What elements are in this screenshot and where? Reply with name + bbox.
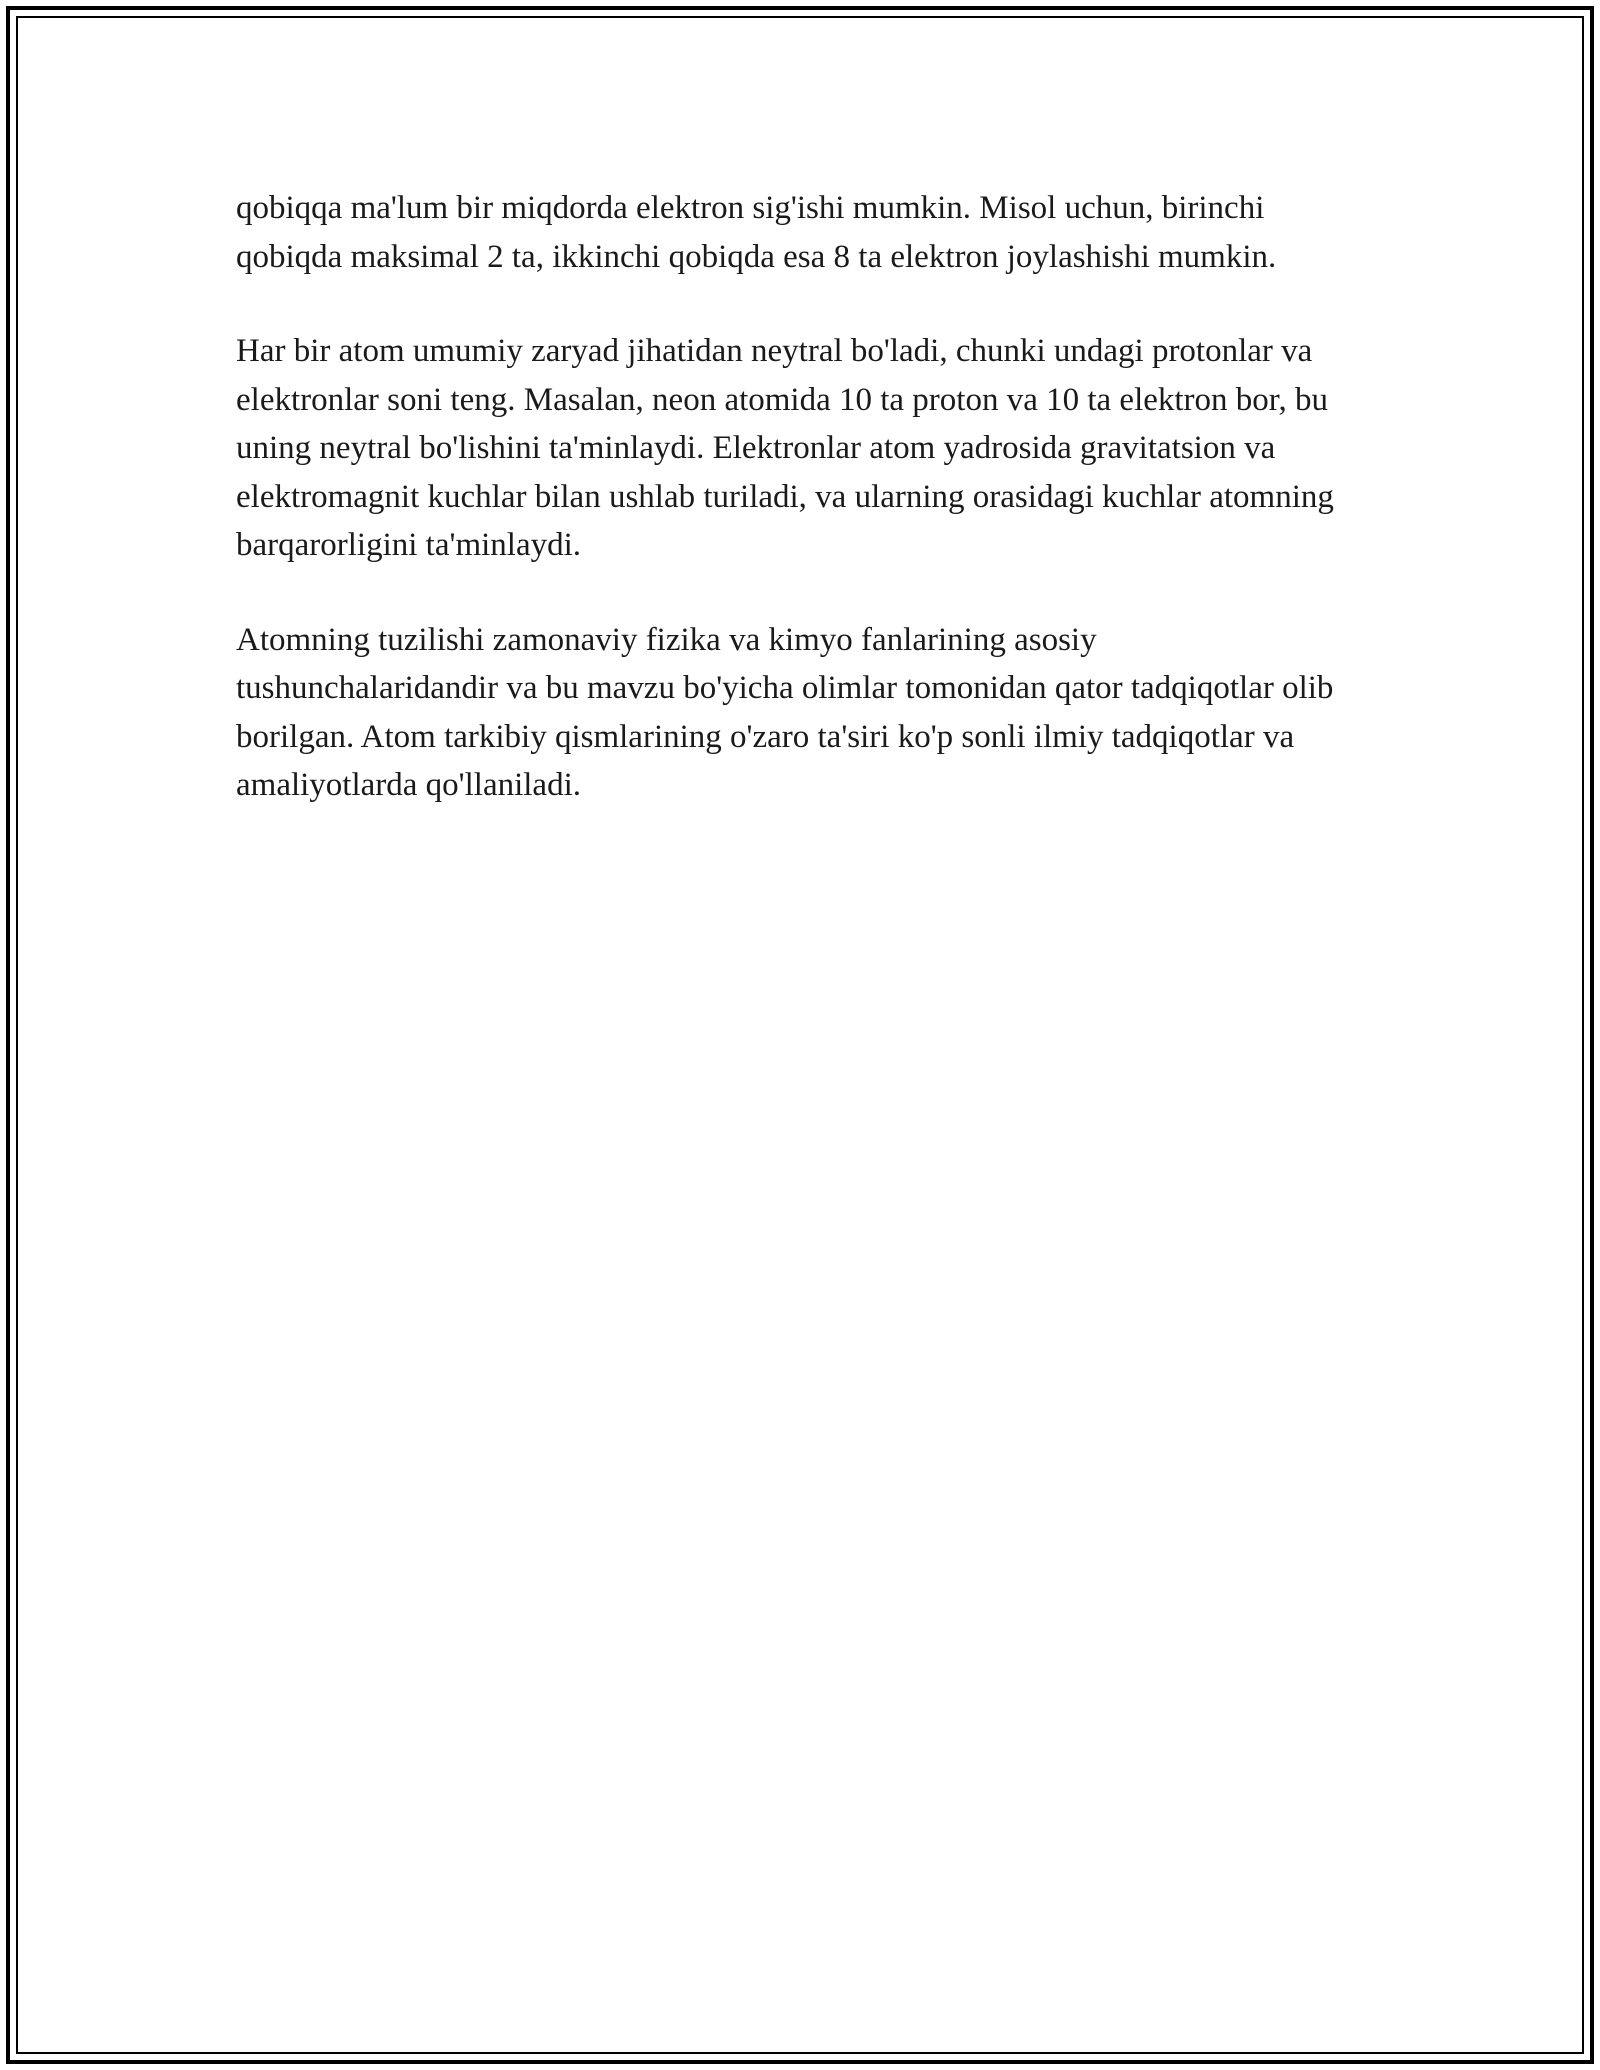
paragraph-1: qobiqqa ma'lum bir miqdorda elektron sig'ishi mumkin. Misol uchun, birinchi qobiqda maksimal 2 ta, ikkinchi qobiqda esa 8 ta elektron joylashishi mumkin. (236, 190, 1277, 275)
paragraph-3: Atomning tuzilishi zamonaviy fizika va kimyo fanlarining asosiy tushunchalaridandir va bu mavzu bo'yicha olimlar tomonidan qator tadqiqotlar olib borilgan. Atom tarkibiy qismlarining o'zaro ta'siri ko'p sonli ilmiy tadqiqotlar va amaliyotlarda qo'llaniladi. (236, 621, 1334, 803)
document-body (236, 184, 1366, 856)
paragraph-2: Har bir atom umumiy zaryad jihatidan neytral bo'ladi, chunki undagi protonlar va elektronlar soni teng. Masalan, neon atomida 10 ta proton va 10 ta elektron bor, bu uning neytral bo'lishini ta'minlaydi. Elektronlar atom yadrosida gravitatsion va elektromagnit kuchlar bilan ushlab turiladi, va ularning orasidagi kuchlar atomning barqarorligini ta'minlaydi. (236, 333, 1334, 563)
